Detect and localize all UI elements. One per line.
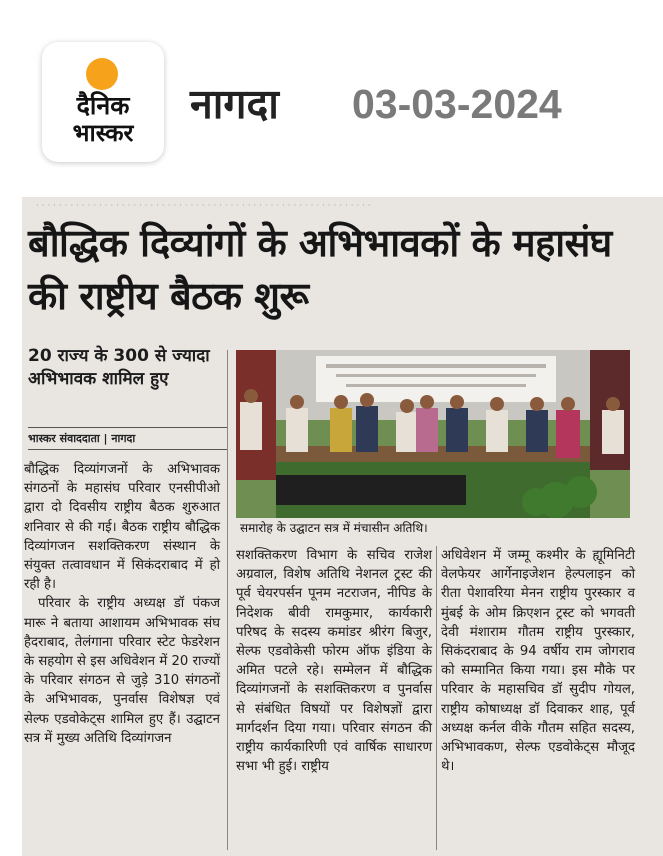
event-photo [236,350,630,518]
sun-icon [86,58,118,90]
app-header [0,0,663,196]
edition-city: नागदा [190,80,279,128]
article-byline: भास्कर संवाददाता | नागदा [28,427,228,450]
event-photo-illustration [236,350,630,518]
article-subheadline: 20 राज्य के 300 से ज्यादा अभिभावक शामिल हुए [28,346,210,389]
dainik-bhaskar-logo [42,42,164,162]
logo-text-line1: दैनिक [76,91,130,120]
newspaper-clipping [22,197,663,856]
photo-caption: समारोह के उद्घाटन सत्र में मंचासीन अतिथि। [240,521,428,535]
edition-date: 03-03-2024 [352,81,562,127]
bleed-through-text: · · · · · · · · · · · · · · · · · · · · · · · · · · · · · · · · · · · · · · · · · · · · · · · · · · · · · · · · · · · [36,201,371,211]
article-column-1 [24,460,220,748]
paragraph: सशक्तिकरण विभाग के सचिव राजेश अग्रवाल, विशेष अतिथि नेशनल ट्रस्ट की पूर्व चेयरपर्सन पूनम नटराजन, नीपिड के निदेशक बीवी रामकुमार, कार्यकारी परिषद के सदस्य कमांडर श्रीरंग बिजुर, सेल्फ एडवोकेसी फोरम ऑफ इंडिया के अमित पटले रहे। सम्मेलन में बौद्धिक दिव्यांगजनों के सशक्तिकरण व पुनर्वास से संबंधित विषयों पर विशेषज्ञों द्वारा मार्गदर्शन दिया गया। परिवार संगठन की राष्ट्रीय कार्यकारिणी एवं वार्षिक साधारण सभा भी हुई। राष्ट्रीय [236,548,432,775]
article-headline: बौद्धिक दिव्यांगों के अभिभावकों के महासंघ की राष्ट्रीय बैठक शुरू [28,221,612,318]
logo-text-line2: भास्कर [72,119,134,147]
paragraph: अधिवेशन में जम्मू कश्मीर के ह्यूमिनिटी वेलफेयर आर्गेनाइजेशन हेल्पलाइन को रीता पेशावरिया मेनन राष्ट्रीय पुरस्कार व मुंबई के ओम क्रिएशन ट्रस्ट को भगवती देवी मंशाराम गौतम राष्ट्रीय पुरस्कार, सिकंदराबाद के 94 वर्षीय राम जोगराव को सम्मानित किया गया। इस मौके पर परिवार के महासचिव डॉ सुदीप गोयल, राष्ट्रीय कोषाध्यक्ष डॉ दिवाकर शाह, पूर्व अध्यक्ष कर्नल वीके गौतम सहित सदस्य, अभिभावकण, सेल्फ एडवोकेट्स मौजूद थे। [441,548,635,775]
column-divider [227,350,228,850]
paragraph: बौद्धिक दिव्यांगजनों के अभिभावक संगठनों के महासंघ परिवार एनसीपीओ द्वारा दो दिवसीय राष्ट्रीय बैठक शुरुआत शनिवार से की गई। बैठक राष्ट्रीय बौद्धिक दिव्यांगजन सशक्तिकरण संस्थान के संयुक्त तत्वावधान में सिकंदराबाद में हो रही है। [24,462,220,593]
article-column-3 [441,546,635,776]
paragraph: परिवार के राष्ट्रीय अध्यक्ष डॉ पंकज मारू ने बताया आशायम अभिभावक संघ हैदराबाद, तेलंगाना परिवार स्टेट फेडरेशन के सहयोग से इस अधिवेशन में 20 राज्यों के परिवार संगठन से जुड़े 310 संगठनों के अभिभावक, पुनर्वास विशेषज्ञ एवं सेल्फ एडवोकेट्स शामिल हुए हैं। उद्घाटन सत्र में मुख्य अतिथि दिव्यांगजन [24,596,220,746]
column-divider [436,546,437,850]
article-column-2 [236,546,432,776]
